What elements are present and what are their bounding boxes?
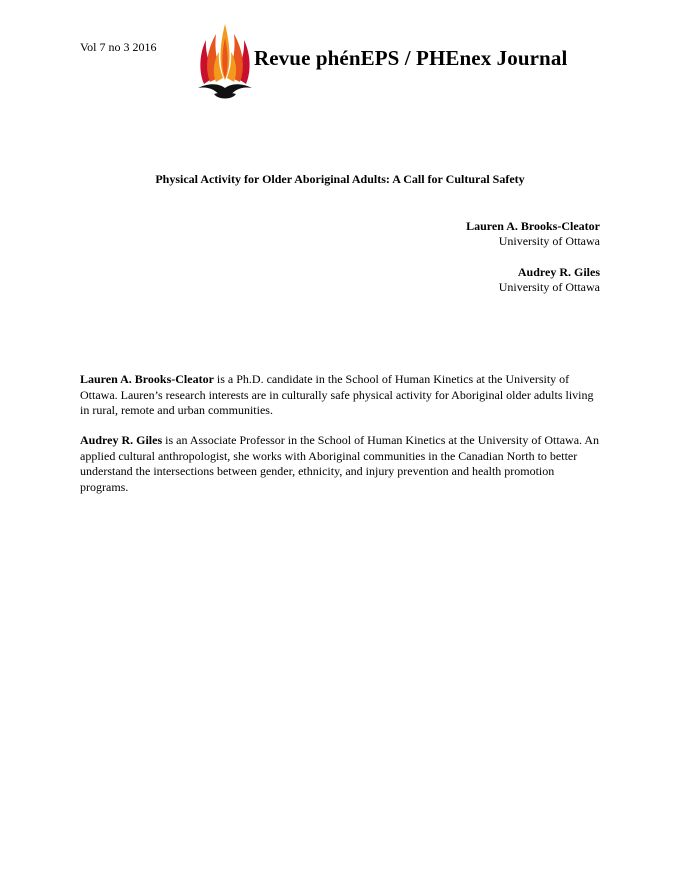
author-affiliation: University of Ottawa <box>498 234 600 248</box>
bio-text: is a Ph.D. candidate in the School of Human Kinetics at the University of Ottawa. Lauren’s research interests are in culturally safe physical activity for Aboriginal older adults living in rural, remote and urban communities. <box>80 372 594 417</box>
author-name: Lauren A. Brooks-Cleator <box>466 219 600 233</box>
author-name: Audrey R. Giles <box>517 265 600 279</box>
author-affiliation: University of Ottawa <box>498 280 600 294</box>
volume-label: Vol 7 no 3 2016 <box>80 40 157 54</box>
bio-author-name: Audrey R. Giles <box>80 433 163 447</box>
author-bio <box>80 433 602 495</box>
journal-title: Revue phénEPS / PHEnex Journal <box>254 46 568 70</box>
bio-author-name: Lauren A. Brooks-Cleator <box>80 372 214 386</box>
author-bio <box>80 372 602 419</box>
flame-logo-icon <box>196 22 254 102</box>
article-title: Physical Activity for Older Aboriginal Adults: A Call for Cultural Safety <box>155 172 525 186</box>
bio-text: is an Associate Professor in the School of Human Kinetics at the University of Ottawa. An applied cultural anthropologist, she works with Aboriginal communities in the Canadian North to better understand the intersections between gender, ethnicity, and injury prevention and health promotion programs. <box>80 433 600 494</box>
author-block <box>499 265 600 295</box>
author-block <box>466 219 600 249</box>
